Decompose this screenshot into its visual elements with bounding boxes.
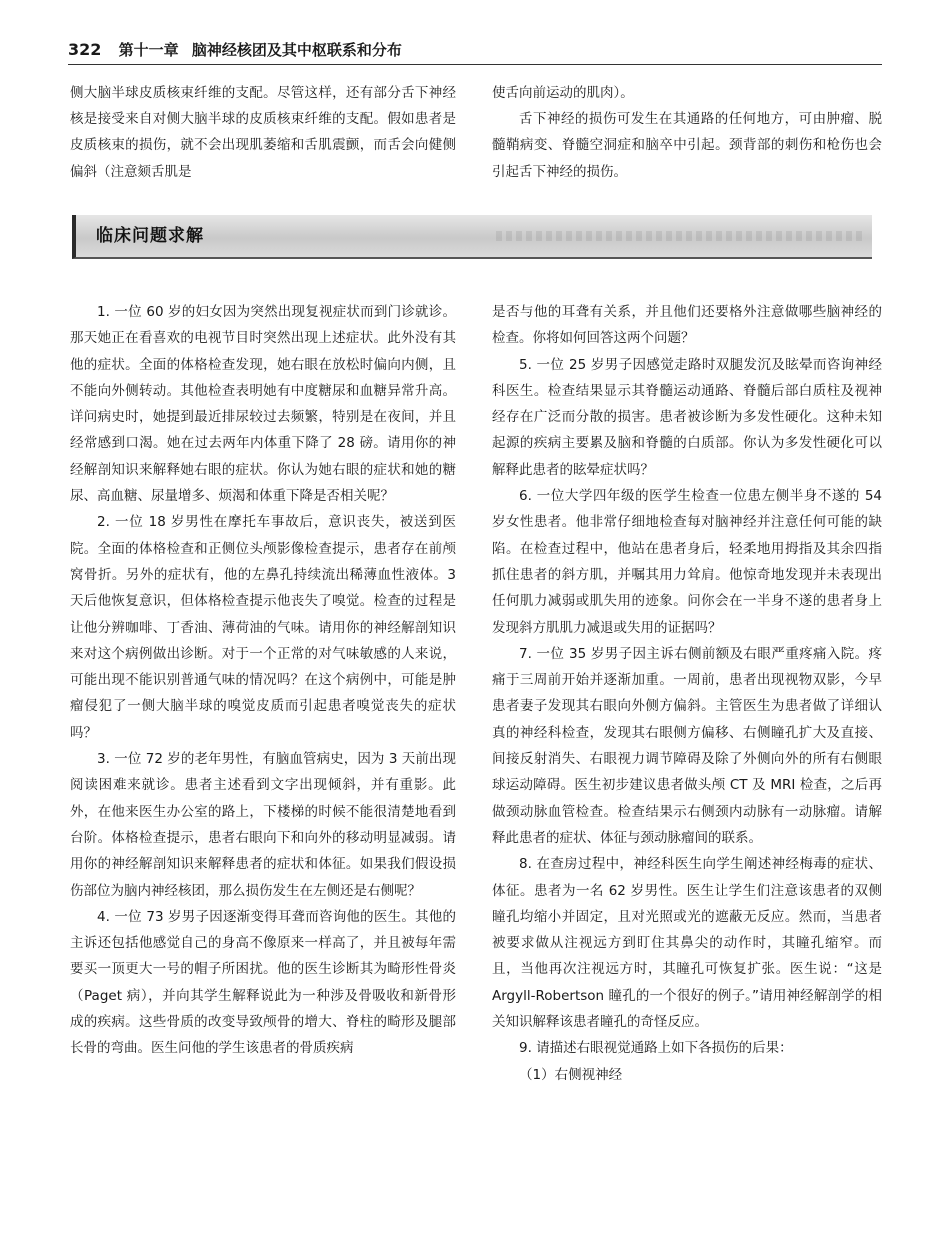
intro-left-paragraph: 侧大脑半球皮质核束纤维的支配。尽管这样，还有部分舌下神经核是接受来自对侧大脑半球的皮质核束纤维的支配。假如患者是皮质核束的损伤，就不会出现肌萎缩和舌肌震颤，而舌会向健侧偏斜（注意颏舌肌是: [70, 85, 456, 180]
question-4: 4. 一位 73 岁男子因逐渐变得耳聋而咨询他的医生。其他的主诉还包括他感觉自己的身高不像原来一样高了，并且被每年需要买一顶更大一号的帽子所困扰。他的医生诊断其为畸形性骨炎（Paget 病），并向其学生解释说此为一种涉及骨吸收和新骨形成的疾病。这些骨质的改变导致颅骨的增大、脊柱的畸形及腿部长骨的弯曲。医生问他的学生该患者的骨质疾病: [70, 908, 456, 1057]
question-2: 2. 一位 18 岁男性在摩托车事故后，意识丧失，被送到医院。全面的体格检查和正侧位头颅影像检查提示，患者存在前颅窝骨折。另外的症状有，他的左鼻孔持续流出稀薄血性液体。3 天后他恢复意识，但体格检查提示他丧失了嗅觉。检查的过程是让他分辨咖啡、丁香油、薄荷油的气味。请用你的神经解剖知识来对这个病例做出诊断。对于一个正常的对气味敏感的人来说，可能出现不能识别普通气味的情况吗？在这个病例中，可能是肿瘤侵犯了一侧大脑半球的嗅觉皮质而引起患者嗅觉丧失的症状吗？: [70, 514, 456, 741]
section-banner: [72, 215, 872, 259]
header-rule: [68, 64, 882, 65]
questions-right-column: [492, 299, 882, 1088]
intro-right-paragraph-2: 舌下神经的损伤可发生在其通路的任何地方，可由肿瘤、脱髓鞘病变、脊髓空洞症和脑卒中引起。颈背部的刺伤和枪伤也会引起舌下神经的损伤。: [492, 111, 882, 180]
intro-left-column: [70, 80, 456, 185]
question-7: 7. 一位 35 岁男子因主诉右侧前额及右眼严重疼痛入院。疼痛于三周前开始并逐渐加重。一周前，患者出现视物双影，今早患者妻子发现其右眼向外侧方偏斜。主管医生为患者做了详细认真的神经科检查，发现其右眼侧方偏移、右侧瞳孔扩大及直接、间接反射消失、右眼视力调节障碍及除了外侧向外的所有右侧眼球运动障碍。医生初步建议患者做头颅 CT 及 MRI 检查，之后再做颈动脉血管检查。检查结果示右侧颈内动脉有一动脉瘤。请解释此患者的症状、体征与颈动脉瘤间的联系。: [492, 645, 882, 846]
intro-right-column: [492, 80, 882, 185]
intro-right-paragraph-1: 使舌向前运动的肌肉）。: [492, 85, 634, 101]
question-9-item-1: （1）右侧视神经: [519, 1066, 623, 1083]
question-8: 8. 在查房过程中，神经科医生向学生阐述神经梅毒的症状、体征。患者为一名 62 岁男性。医生让学生们注意该患者的双侧瞳孔均缩小并固定，且对光照或光的遮蔽无反应。然而，当患者被要求做从注视远方到盯住其鼻尖的动作时，其瞳孔缩窄。而且，当他再次注视远方时，其瞳孔可恢复扩张。医生说：“这是 Argyll-Robertson 瞳孔的一个很好的例子。”请用神经解剖学的相关知识解释该患者瞳孔的奇怪反应。: [492, 856, 882, 1031]
question-5: 5. 一位 25 岁男子因感觉走路时双腿发沉及眩晕而咨询神经科医生。检查结果显示其脊髓运动通路、脊髓后部白质柱及视神经存在广泛而分散的损害。患者被诊断为多发性硬化。这种未知起源的疾病主要累及脑和脊髓的白质部。你认为多发性硬化可以解释此患者的眩晕症状吗？: [492, 356, 882, 478]
question-6: 6. 一位大学四年级的医学生检查一位患左侧半身不遂的 54 岁女性患者。他非常仔细地检查每对脑神经并注意任何可能的缺陷。在检查过程中，他站在患者身后，轻柔地用拇指及其余四指抓住患者的斜方肌，并嘱其用力耸肩。他惊奇地发现并未表现出任何肌力减弱或肌失用的迹象。问你会在一半身不遂的患者身上发现斜方肌肌力减退或失用的证据吗？: [492, 488, 882, 636]
question-3: 3. 一位 72 岁的老年男性，有脑血管病史，因为 3 天前出现阅读困难来就诊。患者主述看到文字出现倾斜，并有重影。此外，在他来医生办公室的路上，下楼梯的时候不能很清楚地看到台阶。体格检查提示，患者右眼向下和向外的移动明显减弱。请用你的神经解剖知识来解释患者的症状和体征。如果我们假设损伤部位为脑内神经核团，那么损伤发生在左侧还是右侧呢？: [70, 751, 456, 899]
question-4-continued: 是否与他的耳聋有关系，并且他们还要格外注意做哪些脑神经的检查。你将如何回答这两个问题？: [492, 304, 882, 347]
question-9: 9. 请描述右眼视觉通路上如下各损伤的后果：: [519, 1040, 793, 1057]
page-number: 322: [68, 40, 102, 59]
section-title: 临床问题求解: [96, 226, 204, 246]
chapter-number: 第十一章: [118, 41, 179, 59]
chapter-title: 脑神经核团及其中枢联系和分布: [191, 41, 402, 59]
question-1: 1. 一位 60 岁的妇女因为突然出现复视症状而到门诊就诊。那天她正在看喜欢的电视节目时突然出现上述症状。此外没有其他的症状。全面的体格检查发现，她右眼在放松时偏向内侧，且不能向外侧转动。其他检查表明她有中度糖尿和血糖异常升高。详问病史时，她提到最近排尿较过去频繁，特别是在夜间，并且经常感到口渴。她在过去两年内体重下降了 28 磅。请用你的神经解剖知识来解释她右眼的症状。你认为她右眼的症状和她的糖尿、高血糖、尿量增多、烦渴和体重下降是否相关呢？: [70, 304, 456, 505]
banner-texture: [496, 231, 866, 241]
questions-left-column: [70, 299, 456, 1062]
